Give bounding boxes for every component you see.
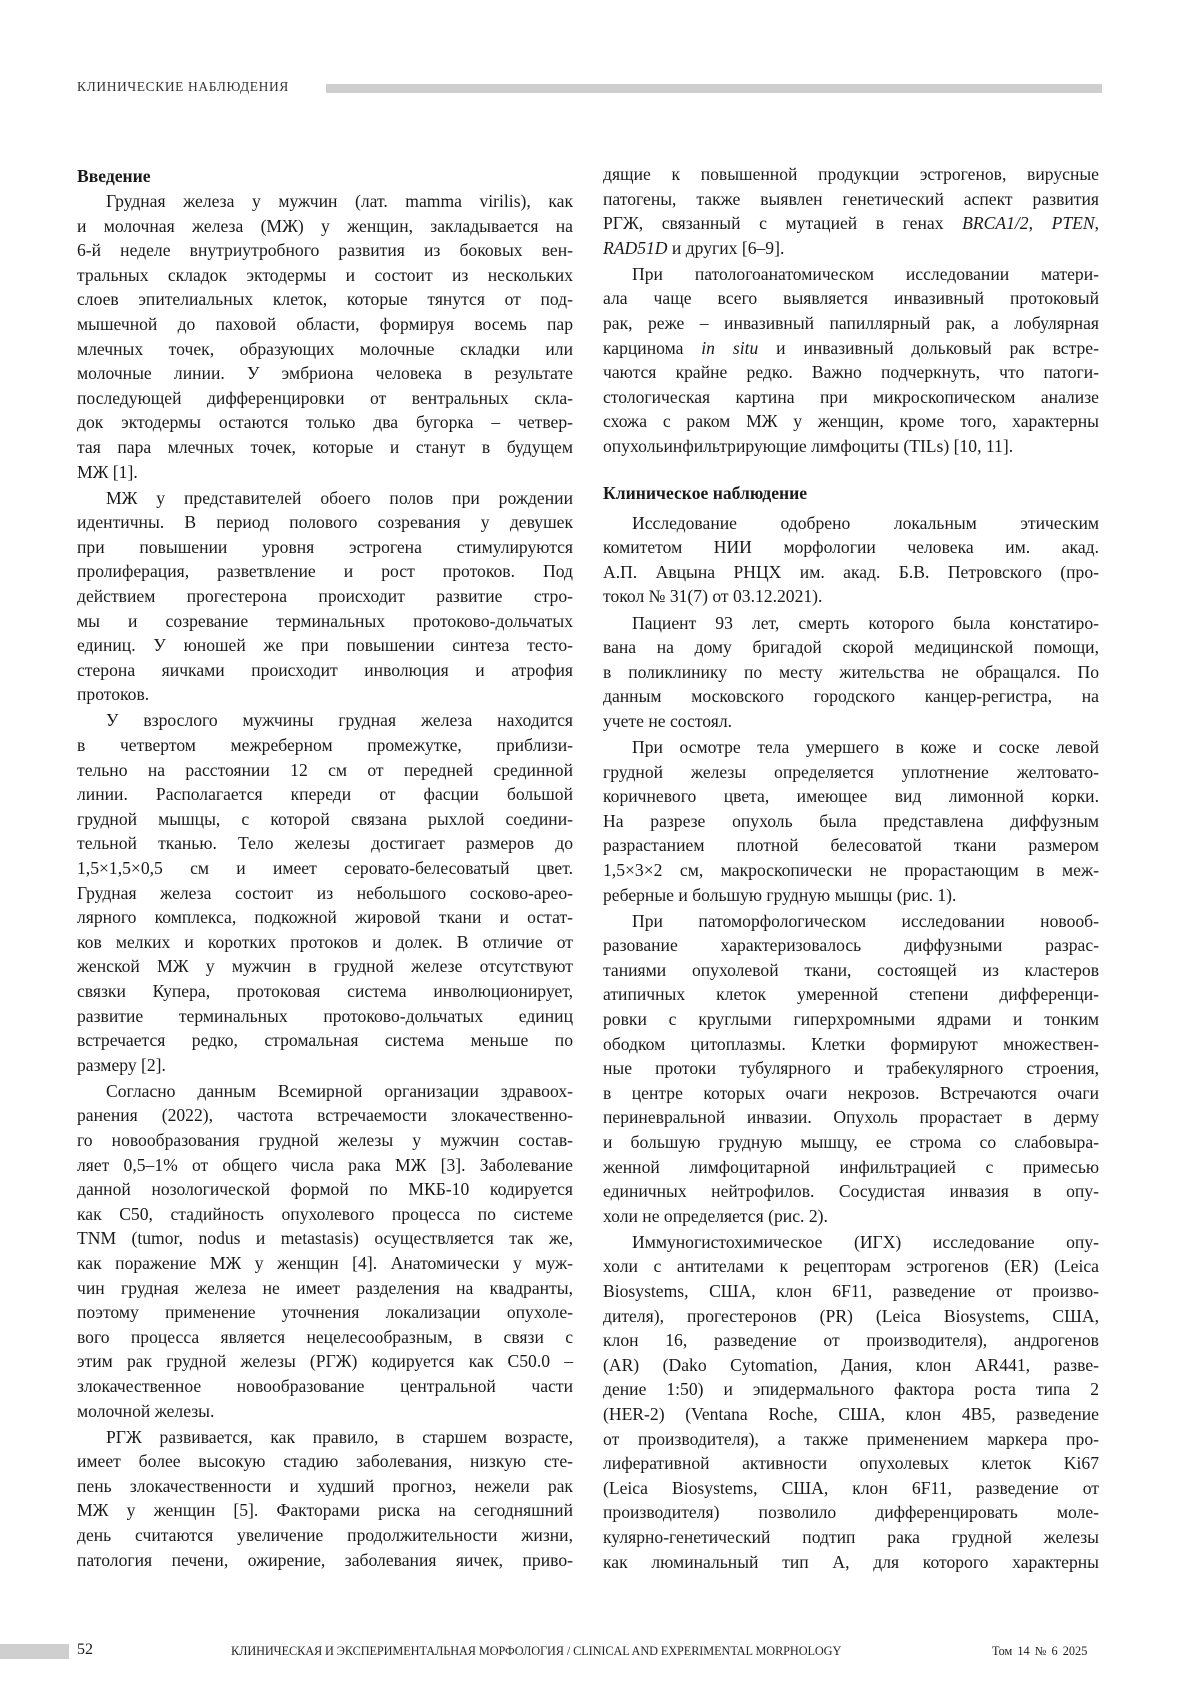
italic-term: PTEN	[1052, 213, 1095, 233]
text-line: таниями опухолевой ткани, состоящей из кластеров	[603, 958, 1099, 983]
text-line: как поражение МЖ у женщин [4]. Анатомически у муж-	[77, 1251, 573, 1276]
paragraph	[77, 1079, 573, 1423]
issue-info: Том 14 № 6 2025	[992, 1644, 1087, 1659]
text-line: атипичных клеток умеренной степени дифференци-	[603, 982, 1099, 1007]
text-line	[603, 211, 1099, 236]
text-line: TNM (tumor, nodus и metastasis) осуществляется так же,	[77, 1226, 573, 1251]
text-line: периневральной инвазии. Опухоль прорастает в дерму	[603, 1105, 1099, 1130]
text-line: клон 16, разведение от производителя), андрогенов	[603, 1328, 1099, 1353]
text-line: данной нозологической формой по МКБ-10 кодируется	[77, 1177, 573, 1202]
text-line: тельной тканью. Тело железы достигает размеров до	[77, 831, 573, 856]
text-segment: ,	[1095, 213, 1099, 233]
text-line: лярного комплекса, подкожной жировой ткани и остат-	[77, 905, 573, 930]
italic-term: in situ	[701, 338, 758, 358]
text-line: идентичны. В период полового созревания у девушек	[77, 510, 573, 535]
italic-term: RAD51D	[603, 238, 668, 258]
text-line	[603, 336, 1099, 361]
section-heading: Клиническое наблюдение	[603, 481, 1099, 511]
text-line: МЖ у представителей обоего полов при рождении	[77, 486, 573, 511]
text-line: грудной мышцы, с которой связана рыхлой соедини-	[77, 807, 573, 832]
text-segment: карцинома	[603, 338, 701, 358]
left-column	[77, 164, 573, 1574]
text-line: Исследование одобрено локальным этическим	[603, 511, 1099, 536]
text-line: тельно на расстоянии 12 см от передней срединной	[77, 758, 573, 783]
journal-title: КЛИНИЧЕСКАЯ И ЭКСПЕРИМЕНТАЛЬНАЯ МОРФОЛОГИЯ / CLINICAL AND EXPERIMENTAL MORPHOLOGY	[231, 1644, 841, 1659]
text-line: А.П. Авцына РНЦХ им. акад. Б.В. Петровского (про-	[603, 560, 1099, 585]
text-line: млечных точек, образующих молочные складки или	[77, 337, 573, 362]
text-line: го новообразования грудной железы у мужчин состав-	[77, 1128, 573, 1153]
text-line: При патоморфологическом исследовании новооб-	[603, 909, 1099, 934]
text-line: протоков.	[77, 682, 573, 707]
text-segment: РГЖ, связанный с мутацией в генах	[603, 213, 962, 233]
text-line: ободком цитоплазмы. Клетки формируют множествен-	[603, 1032, 1099, 1057]
text-line: последующей дифференцировки от вентральных скла-	[77, 386, 573, 411]
paragraph	[603, 511, 1099, 609]
text-line: 1,5×3×2 см, макроскопически не прорастающим в меж-	[603, 858, 1099, 883]
text-line: встречается редко, стромальная система меньше по	[77, 1028, 573, 1053]
paragraph	[77, 1425, 573, 1573]
text-line: слоев эпителиальных клеток, которые тянутся от под-	[77, 287, 573, 312]
text-line: в центре которых очаги некрозов. Встречаются очаги	[603, 1081, 1099, 1106]
text-line: как C50, стадийность опухолевого процесса по системе	[77, 1202, 573, 1227]
text-segment: и других [6–9].	[668, 238, 785, 258]
text-line: 1,5×1,5×0,5 см и имеет серовато-белесоватый цвет.	[77, 856, 573, 881]
text-line: холи не определяется (рис. 2).	[603, 1204, 1099, 1229]
text-line: Грудная железа состоит из небольшого сосково-арео-	[77, 881, 573, 906]
text-line: разование характеризовалось диффузными разрас-	[603, 933, 1099, 958]
text-line: При патологоанатомическом исследовании матери-	[603, 262, 1099, 287]
text-line: учете не состоял.	[603, 709, 1099, 734]
text-line: стерона яичками происходит инволюция и атрофия	[77, 658, 573, 683]
running-head-section: КЛИНИЧЕСКИЕ НАБЛЮДЕНИЯ	[77, 79, 289, 95]
text-line: чаются крайне редко. Важно подчеркнуть, что патоги-	[603, 360, 1099, 385]
text-line: рак, реже – инвазивный папиллярный рак, а лобулярная	[603, 311, 1099, 336]
text-line: МЖ у женщин [5]. Факторами риска на сегодняшний	[77, 1498, 573, 1523]
text-line: пень злокачественности и худший прогноз, нежели рак	[77, 1474, 573, 1499]
paragraph	[603, 262, 1099, 459]
text-line: единиц. У юношей же при повышении синтеза тесто-	[77, 633, 573, 658]
text-line: реберные и большую грудную мышцы (рис. 1).	[603, 883, 1099, 908]
text-line: в поликлинику по месту жительства не обращался. По	[603, 660, 1099, 685]
text-line: ала чаще всего выявляется инвазивный протоковый	[603, 286, 1099, 311]
text-line: поэтому применение уточнения локализации опухоле-	[77, 1300, 573, 1325]
text-line: молочные линии. У эмбриона человека в результате	[77, 361, 573, 386]
text-line: комитетом НИИ морфологии человека им. акад.	[603, 535, 1099, 560]
text-line: стологическая картина при микроскопическом анализе	[603, 385, 1099, 410]
paragraph	[603, 611, 1099, 734]
text-line: 6-й неделе внутриутробного развития из боковых вен-	[77, 238, 573, 263]
text-line: холи с антителами к рецепторам эстрогенов (ER) (Leica	[603, 1254, 1099, 1279]
text-line: схожа с раком МЖ у женщин, кроме того, характерны	[603, 409, 1099, 434]
text-line: кулярно-генетический подтип рака грудной железы	[603, 1525, 1099, 1550]
text-line: ные протоки тубулярного и трабекулярного строения,	[603, 1056, 1099, 1081]
text-line: имеет более высокую стадию заболевания, низкую сте-	[77, 1449, 573, 1474]
text-line: женской МЖ у мужчин в грудной железе отсутствуют	[77, 954, 573, 979]
section-heading: Введение	[77, 164, 573, 189]
text-line: женной лимфоцитарной инфильтрацией с примесью	[603, 1155, 1099, 1180]
text-line: при повышении уровня эстрогена стимулируются	[77, 535, 573, 560]
text-line: тая пара млечных точек, которые и станут в будущем	[77, 435, 573, 460]
text-line: (Leica Biosystems, США, клон 6F11, разведение от	[603, 1476, 1099, 1501]
text-line: действием прогестерона происходит развитие стро-	[77, 584, 573, 609]
text-line: чин грудная железа не имеет разделения на квадранты,	[77, 1276, 573, 1301]
text-line: Иммуногистохимическое (ИГХ) исследование опу-	[603, 1230, 1099, 1255]
text-line: ляет 0,5–1% от общего числа рака МЖ [3]. Заболевание	[77, 1153, 573, 1178]
text-line: коричневого цвета, имеющее вид лимонной корки.	[603, 784, 1099, 809]
text-line: пролиферация, разветвление и рост протоков. Под	[77, 559, 573, 584]
text-line: производителя) позволило дифференцировать моле-	[603, 1500, 1099, 1525]
text-line: день считаются увеличение продолжительности жизни,	[77, 1523, 573, 1548]
text-line: вого процесса является нецелесообразным, в связи с	[77, 1325, 573, 1350]
text-line: как люминальный тип А, для которого характерны	[603, 1550, 1099, 1575]
text-line: При осмотре тела умершего в коже и соске левой	[603, 735, 1099, 760]
text-line: этим рак грудной железы (РГЖ) кодируется как C50.0 –	[77, 1349, 573, 1374]
paragraph	[603, 1230, 1099, 1574]
text-line: данным московского городского канцер-регистра, на	[603, 684, 1099, 709]
text-line: размеру [2].	[77, 1053, 573, 1078]
text-line: единичных нейтрофилов. Сосудистая инвазия в опу-	[603, 1179, 1099, 1204]
paragraph	[77, 189, 573, 484]
text-line: дящие к повышенной продукции эстрогенов, вирусные	[603, 162, 1099, 187]
text-segment: и инвазивный дольковый рак встре-	[758, 338, 1099, 358]
text-line: Согласно данным Всемирной организации здравоох-	[77, 1079, 573, 1104]
text-line: развитие терминальных протоково-дольчатых единиц	[77, 1004, 573, 1029]
text-line: патология печени, ожирение, заболевания яичек, приво-	[77, 1548, 573, 1573]
text-line: токол № 31(7) от 03.12.2021).	[603, 584, 1099, 609]
text-line: ков мелких и коротких протоков и долек. В отличие от	[77, 930, 573, 955]
text-line: и большую грудную мышцу, ее строма со слабовыра-	[603, 1130, 1099, 1155]
text-line: Biosystems, США, клон 6F11, разведение от произво-	[603, 1279, 1099, 1304]
header-bar	[326, 84, 1102, 93]
text-line: дение 1:50) и эпидермального фактора роста типа 2	[603, 1377, 1099, 1402]
text-line: патогены, также выявлен генетический аспект развития	[603, 187, 1099, 212]
text-line: У взрослого мужчины грудная железа находится	[77, 708, 573, 733]
text-line: и молочная железа (МЖ) у женщин, закладывается на	[77, 214, 573, 239]
text-line: На разрезе опухоль была представлена диффузным	[603, 809, 1099, 834]
text-line: Грудная железа у мужчин (лат. mamma virilis), как	[77, 189, 573, 214]
text-line: в четвертом межреберном промежутке, приблизи-	[77, 733, 573, 758]
text-line: лиферативной активности опухолевых клеток Ki67	[603, 1451, 1099, 1476]
text-segment: ,	[1029, 213, 1052, 233]
text-line: мы и созревание терминальных протоково-дольчатых	[77, 609, 573, 634]
text-line: линии. Располагается кпереди от фасции большой	[77, 782, 573, 807]
italic-term: BRCA1/2	[962, 213, 1028, 233]
text-line: дителя), прогестеронов (PR) (Leica Biosystems, США,	[603, 1304, 1099, 1329]
right-column	[603, 162, 1099, 1576]
text-line: док эктодермы остаются только два бугорка – четвер-	[77, 410, 573, 435]
text-line: злокачественное новообразование центральной части	[77, 1374, 573, 1399]
text-line: грудной железы определяется уплотнение желтовато-	[603, 760, 1099, 785]
text-line: молочной железы.	[77, 1399, 573, 1424]
text-line: мышечной до паховой области, формируя восемь пар	[77, 312, 573, 337]
paragraph	[77, 486, 573, 707]
text-line: (AR) (Dako Cytomation, Дания, клон AR441, разве-	[603, 1353, 1099, 1378]
text-line: МЖ [1].	[77, 460, 573, 485]
text-line: вана на дому бригадой скорой медицинской помощи,	[603, 635, 1099, 660]
page-number: 52	[77, 1641, 93, 1659]
text-line: связки Купера, протоковая система инволюционирует,	[77, 979, 573, 1004]
paragraph	[603, 735, 1099, 907]
text-line: разрастанием плотной белесоватой ткани размером	[603, 833, 1099, 858]
paragraph	[603, 909, 1099, 1229]
text-line: от производителя), а также применением маркера про-	[603, 1427, 1099, 1452]
text-line: Пациент 93 лет, смерть которого была констатиро-	[603, 611, 1099, 636]
text-line	[603, 236, 1099, 261]
paragraph	[603, 162, 1099, 260]
text-line: тральных складок эктодермы и состоит из нескольких	[77, 263, 573, 288]
text-line: (HER-2) (Ventana Roche, США, клон 4B5, разведение	[603, 1402, 1099, 1427]
text-line: опухольинфильтрирующие лимфоциты (TILs) [10, 11].	[603, 434, 1099, 459]
text-line: ранения (2022), частота встречаемости злокачественно-	[77, 1103, 573, 1128]
text-line: РГЖ развивается, как правило, в старшем возрасте,	[77, 1425, 573, 1450]
paragraph	[77, 708, 573, 1077]
footer-bar	[0, 1644, 69, 1659]
text-line: ровки с круглыми гиперхромными ядрами и тонким	[603, 1007, 1099, 1032]
